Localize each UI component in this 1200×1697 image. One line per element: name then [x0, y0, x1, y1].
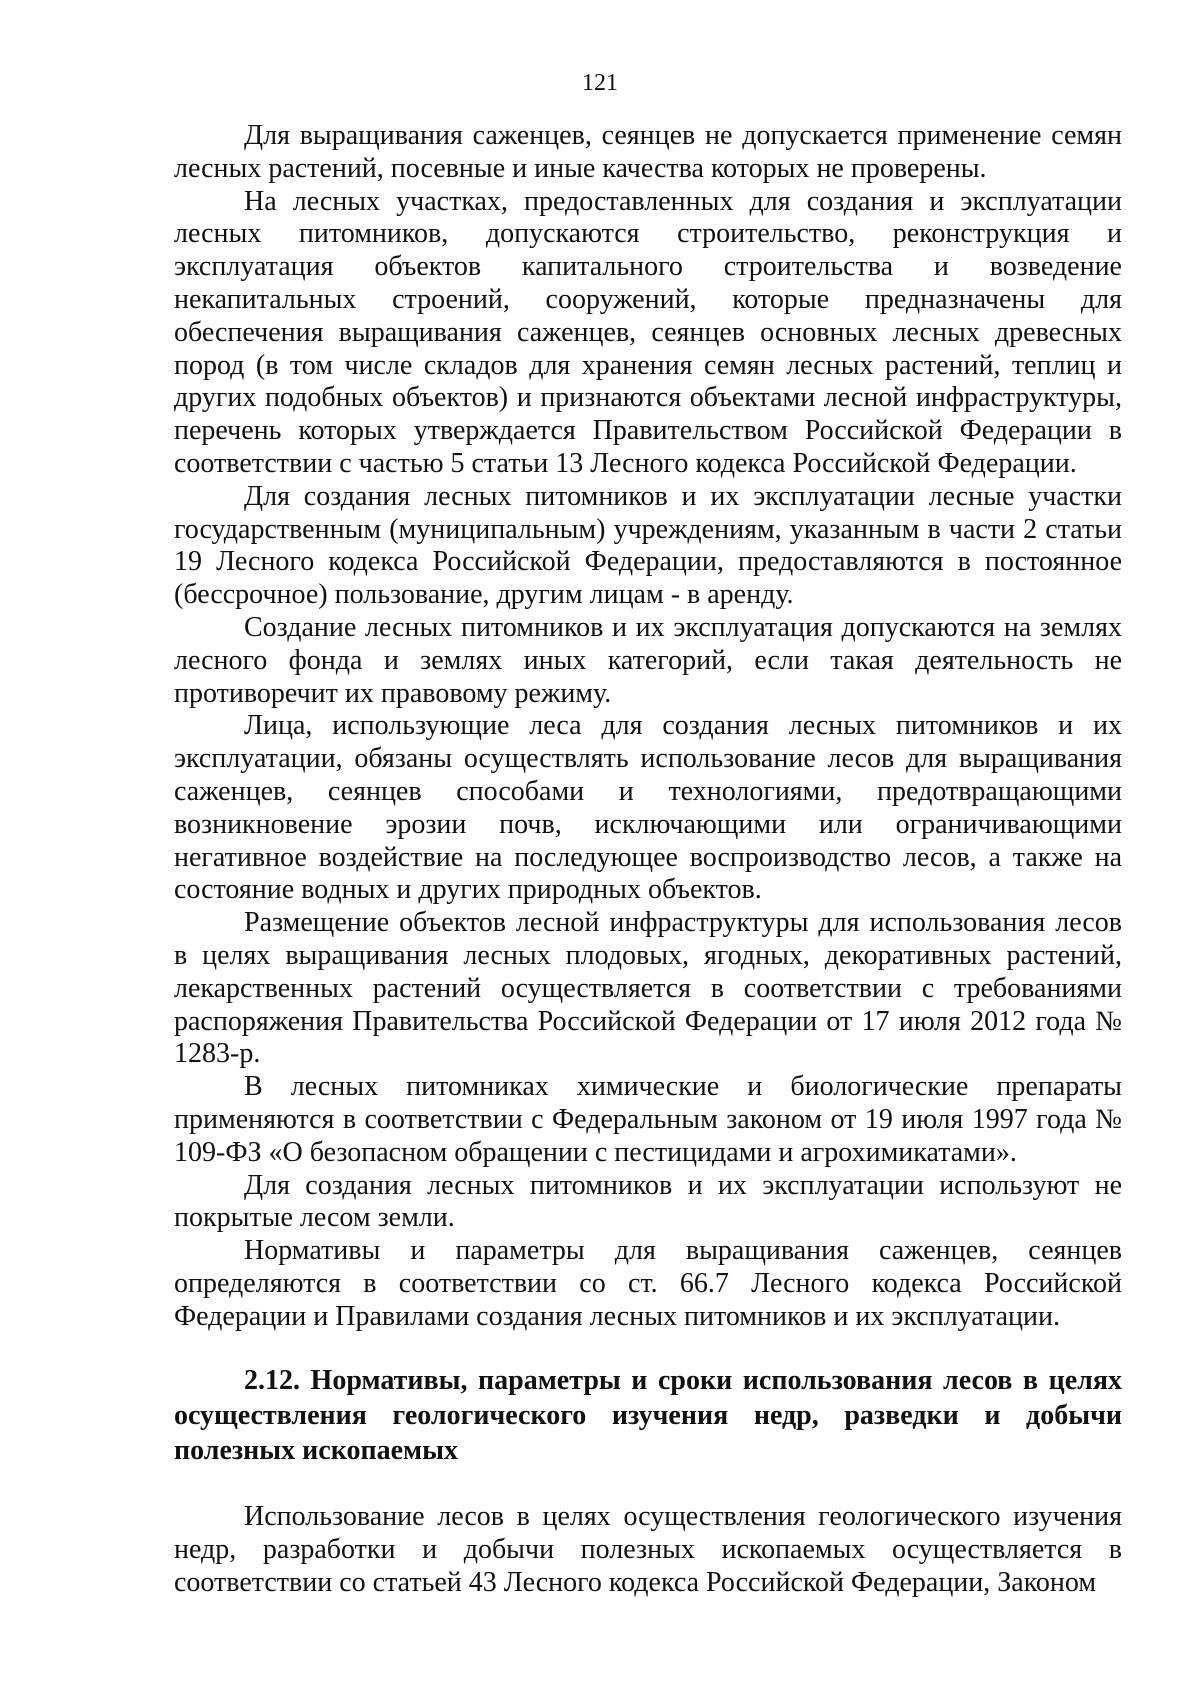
- document-body: [174, 120, 1122, 1600]
- page-number: 121: [582, 70, 618, 96]
- paragraph: Для создания лесных питомников и их эксплуатации используют не покрытые лесом земли.: [174, 1169, 1122, 1234]
- paragraph: Создание лесных питомников и их эксплуатация допускаются на землях лесного фонда и землях иных категорий, если такая деятельность не противоречит их правовому режиму.: [174, 611, 1122, 709]
- paragraph: Использование лесов в целях осуществления геологического изучения недр, разработки и добычи полезных ископаемых осуществляется в соответствии со статьей 43 Лесного кодекса Российской Федерации, Законом: [174, 1501, 1122, 1599]
- paragraph: Лица, использующие леса для создания лесных питомников и их эксплуатации, обязаны осуществлять использование лесов для выращивания саженцев, сеянцев способами и технологиями, предотвращающими возникновение эрозии почв, исключающими или ограничивающими негативное воздействие на последующее воспроизводство лесов, а также на состояние водных и других природных объектов.: [174, 710, 1122, 906]
- section-heading: 2.12. Нормативы, параметры и сроки использования лесов в целях осуществления геологического изучения недр, разведки и добычи полезных ископаемых: [174, 1365, 1122, 1467]
- paragraph: Нормативы и параметры для выращивания саженцев, сеянцев определяются в соответствии со ст. 66.7 Лесного кодекса Российской Федерации и Правилами создания лесных питомников и их эксплуатации.: [174, 1235, 1122, 1332]
- paragraph: Для выращивания саженцев, сеянцев не допускается применение семян лесных растений, посевные и иные качества которых не проверены.: [174, 120, 1122, 184]
- paragraph: На лесных участках, предоставленных для создания и эксплуатации лесных питомников, допускаются строительство, реконструкция и эксплуатация объектов капитального строительства и возведение некапитальных строений, сооружений, которые предназначены для обеспечения выращивания саженцев, сеянцев основных лесных древесных пород (в том числе складов для хранения семян лесных растений, теплиц и других подобных объектов) и признаются объектами лесной инфраструктуры, перечень которых утверждается Правительством Российской Федерации в соответствии с частью 5 статьи 13 Лесного кодекса Российской Федерации.: [174, 185, 1122, 479]
- paragraph: Размещение объектов лесной инфраструктуры для использования лесов в целях выращивания лесных плодовых, ягодных, декоративных растений, лекарственных растений осуществляется в соответствии с требованиями распоряжения Правительства Российской Федерации от 17 июля 2012 года № 1283-р.: [174, 907, 1122, 1070]
- paragraph: Для создания лесных питомников и их эксплуатации лесные участки государственным (муниципальным) учреждениям, указанным в части 2 статьи 19 Лесного кодекса Российской Федерации, предоставляются в постоянное (бессрочное) пользование, другим лицам - в аренду.: [174, 480, 1122, 611]
- paragraph: В лесных питомниках химические и биологические препараты применяются в соответствии с Федеральным законом от 19 июля 1997 года № 109-ФЗ «О безопасном обращении с пестицидами и агрохимикатами».: [174, 1071, 1122, 1168]
